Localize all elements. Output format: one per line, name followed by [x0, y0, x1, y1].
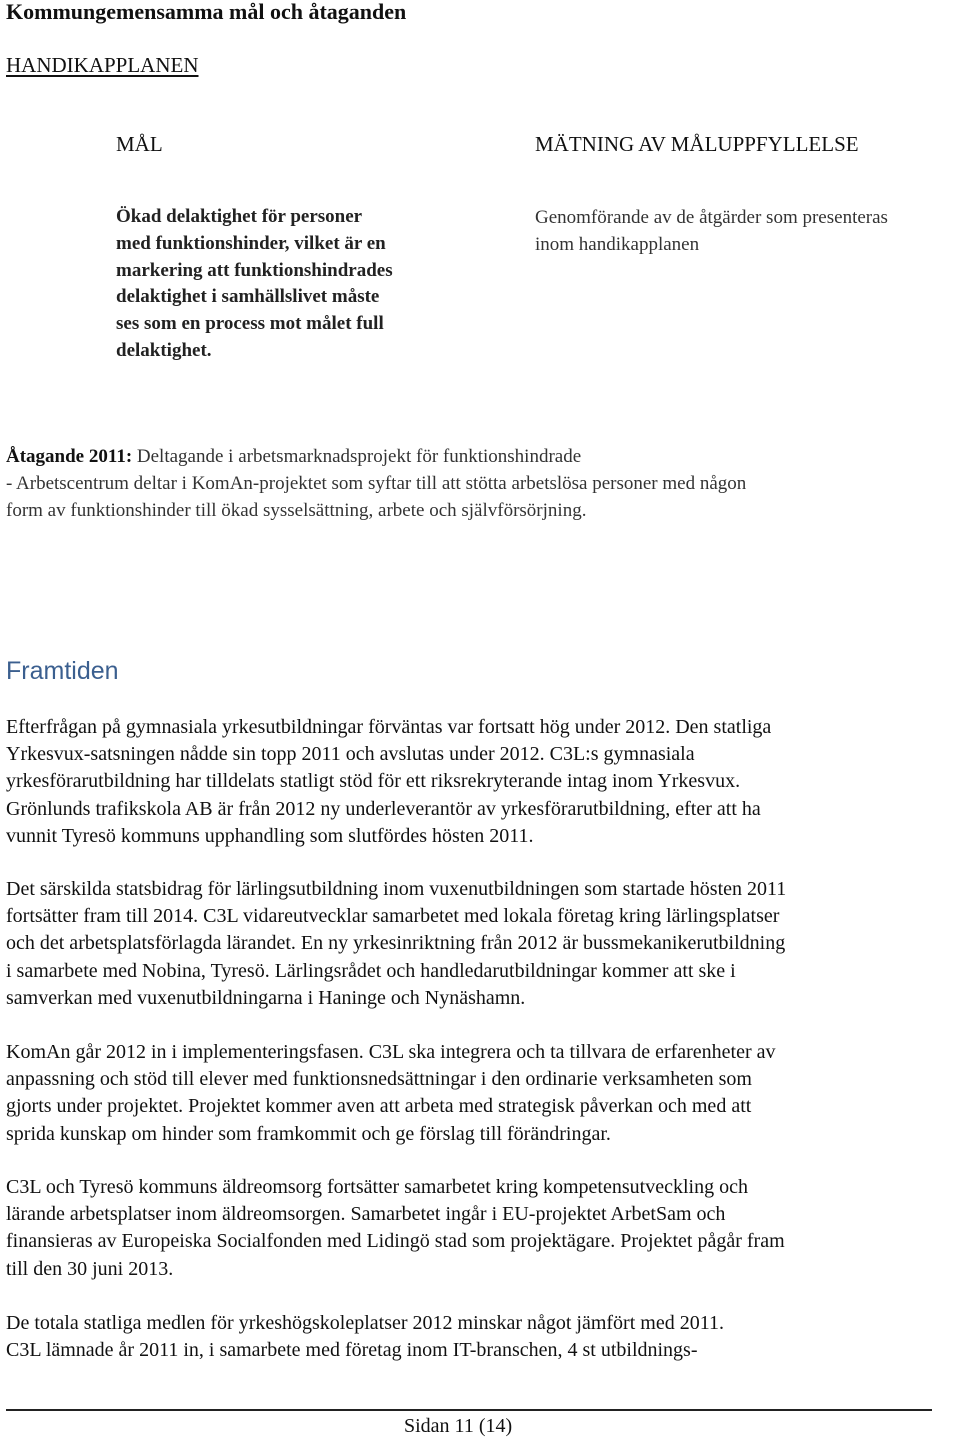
commitment-block [6, 443, 956, 524]
measure-column-header: MÄTNING AV MÅLUPPFYLLELSE [535, 132, 859, 156]
goal-line: markering att funktionshindrades [116, 259, 393, 281]
measure-line: Genomförande av de åtgärder som presenteras [535, 207, 888, 228]
paragraph-line: och det arbetsplatsförlagda lärandet. En ny yrkesinriktning från 2012 är bussmekanikerutbildning [6, 932, 786, 955]
commitment-title [6, 443, 956, 470]
measure-line: inom handikapplanen [535, 234, 700, 255]
future-paragraph-4 [6, 1174, 785, 1283]
paragraph-line: Det särskilda statsbidrag för lärlingsutbildning inom vuxenutbildningen som startade hösten 2011 [6, 878, 787, 900]
commitment-title-text: Deltagande i arbetsmarknadsprojekt för funktionshindrade [132, 446, 582, 467]
paragraph-line: Yrkesvux-satsningen nådde sin topp 2011 och avslutas under 2012. C3L:s gymnasiala [6, 743, 695, 766]
paragraph-line: C3L lämnade år 2011 in, i samarbete med företag inom IT-branschen, 4 st utbildnings- [6, 1339, 698, 1362]
goal-line: Ökad delaktighet för personer [116, 206, 363, 227]
paragraph-line: samverkan med vuxenutbildningarna i Haninge och Nynäshamn. [6, 986, 526, 1009]
paragraph-line: i samarbete med Nobina, Tyresö. Lärlingsrådet och handledarutbildningar kommer att ske i [6, 959, 736, 982]
commitment-line: - Arbetscentrum deltar i KomAn-projektet som syftar till att stötta arbetslösa personer med någon [6, 473, 747, 494]
paragraph-line: Efterfrågan på gymnasiala yrkesutbildningar förväntas var fortsatt hög under 2012. Den statliga [6, 716, 772, 738]
paragraph-line: gjorts under projektet. Projektet kommer aven att arbeta med strategisk påverkan och med att [6, 1095, 752, 1118]
paragraph-line: vunnit Tyresö kommuns upphandling som slutfördes hösten 2011. [6, 824, 534, 847]
measure-description [535, 204, 960, 258]
paragraph-line: anpassning och stöd till elever med funktionsnedsättningar i den ordinarie verksamheten som [6, 1068, 752, 1091]
paragraph-line: till den 30 juni 2013. [6, 1257, 174, 1280]
future-paragraph-3 [6, 1039, 776, 1148]
paragraph-line: lärande arbetsplatser inom äldreomsorgen. Samarbetet ingår i EU-projektet ArbetSam och [6, 1203, 726, 1226]
paragraph-line: yrkesförarutbildning har tilldelats statligt stöd för ett riksrekryterande intag inom Yrkesvux. [6, 770, 741, 793]
goal-line: ses som en process mot målet full [116, 313, 384, 335]
paragraph-line: sprida kunskap om hinder som framkommit och ge förslag till förändringar. [6, 1122, 611, 1145]
paragraph-line: C3L och Tyresö kommuns äldreomsorg fortsätter samarbetet kring kompetensutveckling och [6, 1176, 748, 1198]
paragraph-line: De totala statliga medlen för yrkeshögskoleplatser 2012 minskar något jämfört med 2011. [6, 1312, 724, 1334]
page-title: Kommungemensamma mål och åtaganden [6, 0, 407, 24]
goal-line: delaktighet. [116, 339, 212, 361]
footer-divider [6, 1409, 932, 1411]
commitment-label: Åtagande 2011: [6, 446, 133, 467]
future-paragraph-1 [6, 714, 771, 850]
commitment-line: form av funktionshinder till ökad sysselsättning, arbete och självförsörjning. [6, 500, 587, 521]
future-paragraph-2 [6, 876, 786, 1012]
page-number: Sidan 11 (14) [404, 1415, 513, 1437]
paragraph-line: KomAn går 2012 in i implementeringsfasen. C3L ska integrera och ta tillvara de erfarenheter av [6, 1041, 776, 1063]
section-label: HANDIKAPPLANEN [6, 53, 199, 77]
future-paragraph-5 [6, 1310, 724, 1364]
future-heading: Framtiden [6, 657, 119, 685]
goal-line: med funktionshinder, vilket är en [116, 232, 386, 254]
paragraph-line: fortsätter fram till 2014. C3L vidareutvecklar samarbetet med lokala företag kring lärlingsplatser [6, 905, 780, 928]
paragraph-line: Grönlunds trafikskola AB är från 2012 ny underleverantör av yrkesförarutbildning, efter att ha [6, 797, 761, 820]
paragraph-line: finansieras av Europeiska Socialfonden med Lidingö stad som projektägare. Projektet pågår fram [6, 1230, 785, 1253]
goal-column-header: MÅL [116, 132, 163, 156]
goal-line: delaktighet i samhällslivet måste [116, 286, 380, 308]
goal-description [116, 204, 476, 365]
